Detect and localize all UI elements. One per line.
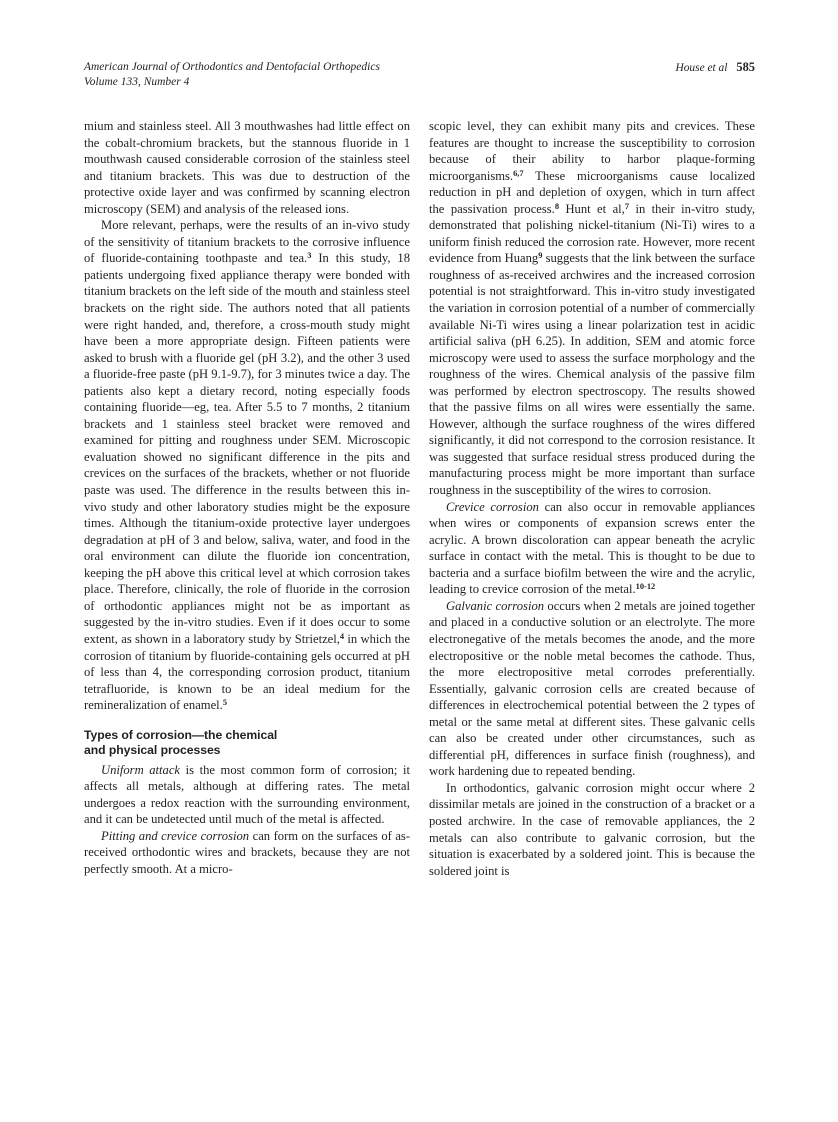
paragraph-continued: mium and stainless steel. All 3 mouthwashes had little effect on the cobalt-chromium brackets, but the stannous fluoride in 1 mouthwash caused considerable corrosion of the stainless steel and titanium brackets. This was due to destruction of the protective oxide layer and was confirmed by scanning electron microscopy (SEM) and analysis of the released ions. [84, 119, 410, 216]
paragraph-text-e: suggests that the link between the surface roughness of as-received archwires and the increased corrosion potential is not straightforward. This in-vitro study investigated the variation in corrosion potential of a number of commercially available Ni-Ti wires using a linear polarization test in acidic artificial saliva (pH 6.25). In addition, SEM and atomic force microscopy were used to assess the surface morphology and the roughness of the wires. Chemical analysis of the passive film was performed by electron spectroscopy. The results showed that the passive films on all wires were essentially the same. However, although the surface roughness of the wires differed significantly, it did not correspond to the corrosion resistance. It was suggested that surface residual stress produced during the manufacturing process might be more important than surface roughness in the susceptibility of the wires to corrosion. [429, 251, 755, 498]
paragraph-pitting-crevice [84, 828, 410, 878]
two-column-body [84, 118, 755, 1078]
citation-ref-6-7: 6,7 [513, 168, 524, 178]
term-galvanic-corrosion: Galvanic corrosion [446, 598, 545, 613]
author-running-head: House et al [675, 62, 728, 74]
paragraph-galvanic-corrosion [429, 598, 755, 780]
paragraph-text: can form on the surfaces of as-received orthodontic wires and brackets, because they are not perfectly smooth. At a micro- [84, 828, 411, 876]
right-column [429, 118, 755, 1078]
paragraph-text-b: In this study, 18 patients undergoing fixed appliance therapy were bonded with titanium brackets on the left side of the mouth and stainless steel brackets on the right side. The authors noted that all patients were right handed, and, therefore, a cross-mouth study might have been a more appropriate design. Fifteen patients were asked to brush with a fluoride gel (pH 3.2), and the other 3 used a fluoride-free paste (pH 9.1-9.7), for 3 minutes twice a day. The patients also kept a dietary record, noting especially foods containing fluoride—eg, tea. After 5.5 to 7 months, 2 titanium brackets and 1 stainless steel bracket were removed and examined for pitting and roughness under SEM. Microscopic evaluation showed no significant difference in the pits and crevices on the surfaces of the brackets, whether or not fluoride paste was used. The difference in the results between this in-vivo study and other laboratory studies might be the exposure times. Although the titanium-oxide protective layer undergoes degradation at pH of 3 and below, saliva, water, and food in the oral environment can dilute the fluoride ion concentration, keeping the pH above this critical level at which corrosion takes place. Therefore, clinically, the role of fluoride in the corrosion of orthodontic appliances might not be as important as suggested by the in-vitro studies. Even if it does occur to some extent, as shown in a laboratory study by Strietzel, [84, 251, 410, 646]
citation-ref-3: 3 [307, 251, 312, 261]
citation-ref-7: 7 [624, 201, 630, 211]
volume-issue: Volume 133, Number 4 [84, 75, 190, 88]
paragraph-uniform-attack [84, 759, 410, 828]
paragraph-text-c: Hunt et al, [559, 201, 625, 216]
paragraph-text-b: These microorganisms cause localized reduction in pH and depletion of oxygen, which in turn affect the passivation process. [429, 168, 755, 216]
paragraph-text-a: More relevant, perhaps, were the results of an in-vivo study of the sensitivity of titanium brackets to the corrosive influence of fluoride-containing toothpaste and tea. [84, 218, 410, 266]
citation-ref-4: 4 [339, 631, 345, 641]
paragraph-microscopic-level [429, 118, 755, 499]
running-header [84, 60, 755, 89]
term-uniform-attack: Uniform attack [101, 762, 181, 777]
running-header-right [676, 60, 755, 76]
paragraph-text-d: in their in-vitro study, demonstrated that polishing nickel-titanium (Ni-Ti) wires to a uniform finish reduced the corrosion rate. However, more recent evidence from Huang [429, 201, 755, 266]
paragraph-text: can also occur in removable appliances when wires or components of expansion screws enter the acrylic. A brown discoloration can appear beneath the acrylic surface in contact with the metal. This is thought to be due to bacteria and a surface biofilm between the wire and the acrylic, leading to crevice corrosion of the metal. [429, 499, 755, 597]
citation-ref-5: 5 [222, 698, 228, 708]
section-heading [84, 714, 410, 759]
paragraph-in-vivo-study [84, 217, 410, 713]
term-crevice-corrosion: Crevice corrosion [446, 499, 539, 514]
paragraph-text-c: in which the corrosion of titanium by fluoride-containing gels occurred at pH of less than 4, the corresponding corrosion product, titanium tetrafluoride, is known to be an ideal medium for the remineralization of enamel. [84, 631, 410, 713]
running-header-left [84, 60, 380, 89]
citation-ref-9: 9 [538, 251, 543, 261]
paragraph-text-a: scopic level, they can exhibit many pits and crevices. These features are thought to increase the susceptibility to corrosion because of their ability to harbor plaque-forming microorganisms. [429, 119, 755, 183]
page-number: 585 [736, 60, 755, 74]
journal-title: American Journal of Orthodontics and Dentofacial Orthopedics [84, 61, 380, 73]
left-column [84, 118, 410, 1078]
paragraph-text: is the most common form of corrosion; it affects all metals, although at differing rates. The metal undergoes a redox reaction with the surrounding environment, and it can be undetected until much of the metal is affected. [84, 762, 410, 827]
section-heading-line-1: Types of corrosion—the chemical [84, 727, 278, 742]
term-pitting-and-crevice-corrosion: Pitting and crevice corrosion [101, 828, 250, 843]
citation-ref-10-12: 10-12 [635, 582, 656, 592]
paragraph-orthodontics-galvanic: In orthodontics, galvanic corrosion might occur where 2 dissimilar metals are joined in the construction of a bracket or a posted archwire. In the case of removable appliances, the 2 metals can also contribute to galvanic corrosion, but the situation is exacerbated by a soldered joint. This is because the soldered joint is [429, 780, 755, 878]
section-heading-line-2: and physical processes [84, 743, 221, 758]
citation-ref-8: 8 [554, 201, 560, 211]
paragraph-text: occurs when 2 metals are joined together and placed in a conductive solution or an electrolyte. The more electronegative of the metals becomes the anode, and the more electropositive or the noble metal becomes the cathode. Thus, the more electropositive metal corrodes preferentially. Essentially, galvanic corrosion cells are created because of differences in electrochemical potential between the 2 types of metal or the same metal at different sites. These galvanic cells can also be created under other circumstances, such as differential pH, differences in surface finish (roughness), and work hardening due to repeated bending. [429, 598, 755, 779]
paragraph-crevice-corrosion [429, 499, 755, 598]
